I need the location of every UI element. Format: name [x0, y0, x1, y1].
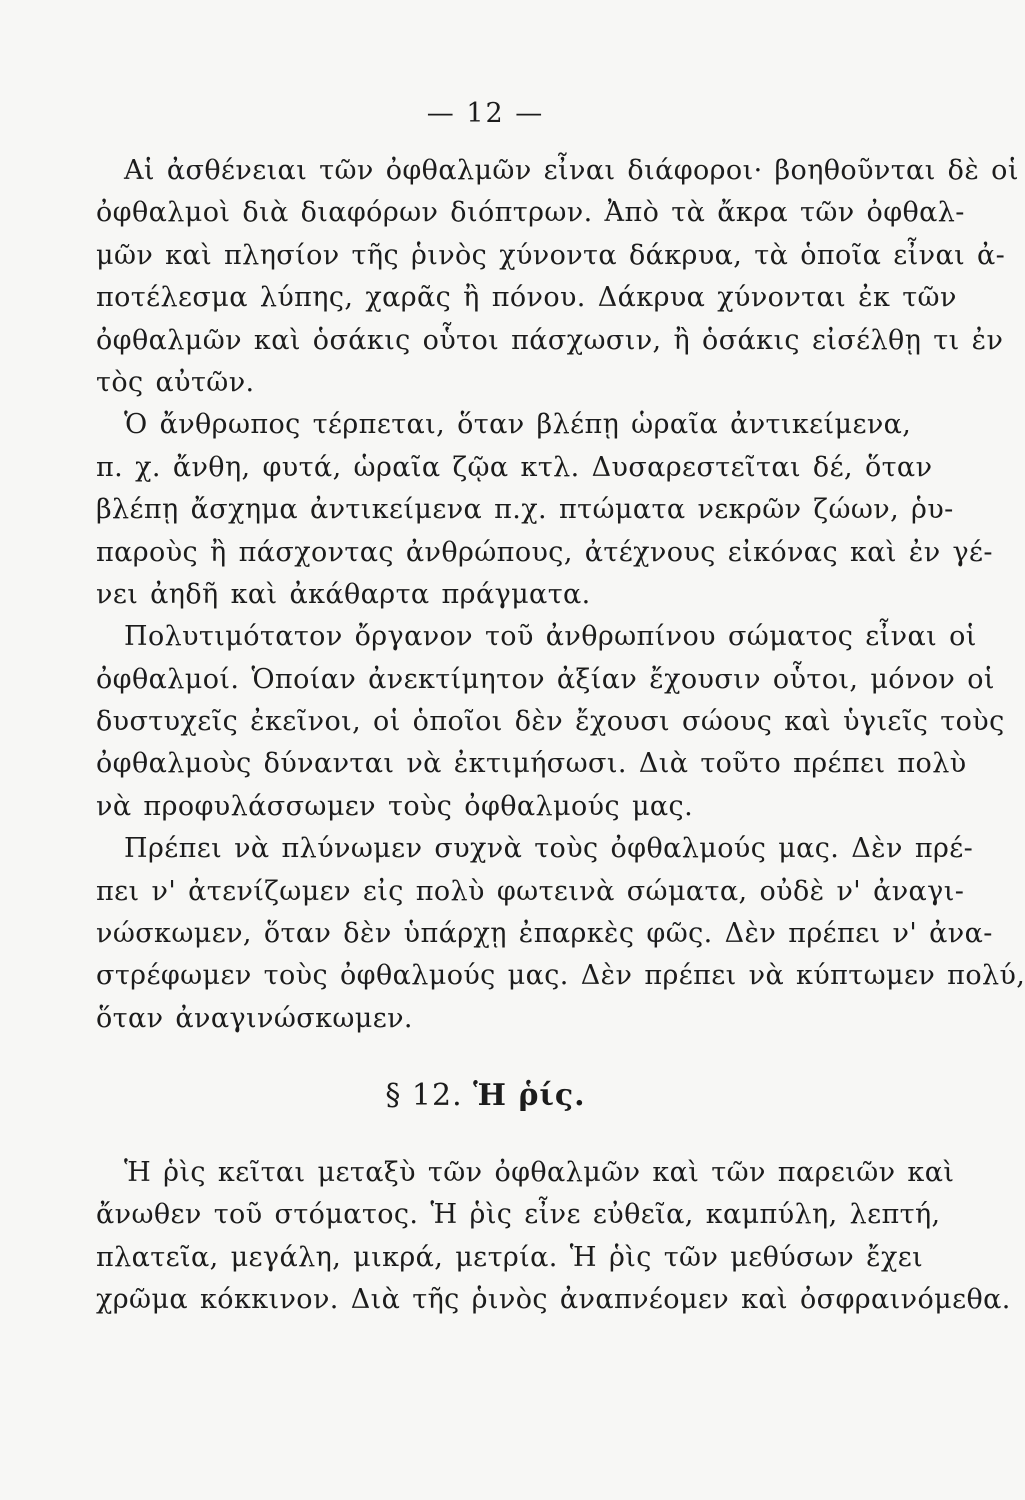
- page-number: — 12 —: [426, 98, 545, 129]
- text-block-eyes: [96, 150, 1025, 1040]
- text-line: ποτέλεσμα λύπης, χαρᾶς ἢ πόνου. Δάκρυα χύνονται ἐκ τῶν: [96, 282, 957, 314]
- text-line: Πρέπει νὰ πλύνωμεν συχνὰ τοὺς ὀφθαλμούς μας. Δὲν πρέ-: [124, 833, 974, 865]
- text-line: δυστυχεῖς ἐκεῖνοι, οἱ ὁποῖοι δὲν ἔχουσι σώους καὶ ὑγιεῖς τοὺς: [96, 706, 1005, 738]
- text-line: νει ἀηδῆ καὶ ἀκάθαρτα πράγματα.: [96, 578, 591, 610]
- text-line: χρῶμα κόκκινον. Διὰ τῆς ῥινὸς ἀναπνέομεν καὶ ὀσφραινόμεθα.: [96, 1284, 1011, 1316]
- text-line: ὀφθαλμοί. Ὁποίαν ἀνεκτίμητον ἀξίαν ἔχουσιν οὗτοι, μόνον οἱ: [96, 663, 995, 695]
- text-line: Αἱ ἀσθένειαι τῶν ὀφθαλμῶν εἶναι διάφοροι· βοηθοῦνται δὲ οἱ: [124, 155, 1019, 186]
- text-line: πει ν' ἀτενίζωμεν εἰς πολὺ φωτεινὰ σώματα, οὐδὲ ν' ἀναγι-: [96, 875, 965, 907]
- text-line: νὰ προφυλάσσωμεν τοὺς ὀφθαλμούς μας.: [96, 790, 694, 822]
- text-line: ἄνωθεν τοῦ στόματος. Ἡ ῥὶς εἶνε εὐθεῖα, καμπύλη, λεπτή,: [96, 1199, 941, 1231]
- section-number: § 12.: [385, 1078, 463, 1113]
- text-line: παροὺς ἢ πάσχοντας ἀνθρώπους, ἀτέχνους εἰκόνας καὶ ἐν γέ-: [96, 536, 993, 568]
- text-line: τὸς αὐτῶν.: [96, 366, 255, 398]
- text-block-nose: [96, 1152, 1011, 1322]
- text-line: ὀφθαλμοὶ διὰ διαφόρων διόπτρων. Ἀπὸ τὰ ἄκρα τῶν ὀφθαλ-: [96, 197, 965, 229]
- section-heading: [0, 1078, 971, 1113]
- text-line: Ἡ ῥὶς κεῖται μεταξὺ τῶν ὀφθαλμῶν καὶ τῶν παρειῶν καὶ: [124, 1157, 955, 1188]
- text-line: μῶν καὶ πλησίον τῆς ῥινὸς χύνοντα δάκρυα, τὰ ὁποῖα εἶναι ἀ-: [96, 239, 1006, 271]
- text-line: Πολυτιμότατον ὄργανον τοῦ ἀνθρωπίνου σώματος εἶναι οἱ: [124, 621, 977, 653]
- text-line: ὀφθαλμοὺς δύνανται νὰ ἐκτιμήσωσι. Διὰ τοῦτο πρέπει πολὺ: [96, 748, 967, 780]
- text-line: ὅταν ἀναγινώσκωμεν.: [96, 1002, 413, 1034]
- text-line: ὀφθαλμῶν καὶ ὁσάκις οὗτοι πάσχωσιν, ἢ ὁσάκις εἰσέλθῃ τι ἐν: [96, 324, 1004, 356]
- text-line: στρέφωμεν τοὺς ὀφθαλμούς μας. Δὲν πρέπει νὰ κύπτωμεν πολύ,: [96, 960, 1025, 992]
- text-line: νώσκωμεν, ὅταν δὲν ὑπάρχῃ ἐπαρκὲς φῶς. Δὲν πρέπει ν' ἀνα-: [96, 918, 993, 950]
- section-title: Ἡ ῥίς.: [473, 1078, 586, 1113]
- text-line: βλέπῃ ἄσχημα ἀντικείμενα π.χ. πτώματα νεκρῶν ζώων, ῥυ-: [96, 494, 954, 526]
- text-line: Ὁ ἄνθρωπος τέρπεται, ὅταν βλέπῃ ὡραῖα ἀντικείμενα,: [124, 409, 912, 441]
- text-line: π. χ. ἄνθη, φυτά, ὡραῖα ζῷα κτλ. Δυσαρεστεῖται δέ, ὅταν: [96, 451, 933, 483]
- text-line: πλατεῖα, μεγάλη, μικρά, μετρία. Ἡ ῥὶς τῶν μεθύσων ἔχει: [96, 1241, 924, 1273]
